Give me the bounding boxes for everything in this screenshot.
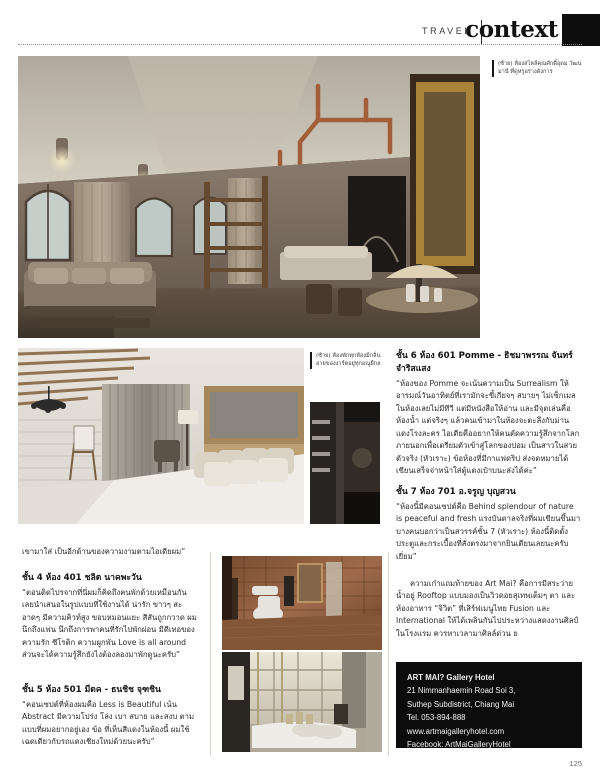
contact-website[interactable]: www.artmaigalleryhotel.com xyxy=(407,726,505,736)
section-bridge-body: เขามาใส่ เป็นอีกด้านของความงามตามไอเดียผม” xyxy=(22,547,186,556)
section-floor4-heading: ชั้น 4 ห้อง 401 ชลิต นาคพะวัน xyxy=(22,573,142,583)
caption-bar xyxy=(492,60,494,77)
contact-facebook[interactable]: Facebook: ArtMaiGalleryHotel xyxy=(407,740,511,750)
section-floor6-heading: ชั้น 6 ห้อง 601 Pomme - ธิชมาพรรณ จันทร์จำริสแสง xyxy=(396,351,573,374)
contact-tel[interactable]: Tel. 053-894-888 xyxy=(407,713,466,723)
masthead xyxy=(0,0,600,52)
section-floor7-heading: ชั้น 7 ห้อง 701 อ.จรูญ บุญสวน xyxy=(396,487,516,497)
contact-address-2: Suthep Subdistrict, Chiang Mai xyxy=(407,699,515,709)
section-floor6 xyxy=(396,350,582,478)
section-floor7 xyxy=(396,486,582,563)
section-floor5-body: “คอนเซปต์ที่ห้องผมคือ Less is Beautiful เน้น Abstract มีความโปร่ง โล่ง เบา สบาย และสงบ ตามแบบที่ผมอยากอยู่เอง ข้อ ที่เห็นสีแดงในห้องนี้ ผมใช้เฉดเดียวกับรถแดงเชียงใหม่ด้วยนะครับ” xyxy=(22,699,195,747)
masthead-title: context xyxy=(465,16,558,43)
contact-address-1: 21 Nimmanhaemin Road Soi 3, xyxy=(407,686,516,696)
section-floor7-body: “ห้องนี้มีคอนเซปต์คือ Behind splendour of nature is peaceful and fresh แรงบันดาลจริงที่ผมเขียนขึ้นมา บางคนบอกว่าเป็นสวรรค์ชั้น 7 (หัวเราะ) ห้องนี้ติดตั้งประตูและกระเบื้องที่สั่งตรงมาจากยินเตียนเลยนะครับ เยี่ยม” xyxy=(396,501,581,561)
caption-mid-left xyxy=(310,352,390,369)
column-rule-left xyxy=(210,552,211,756)
copper-bathroom-photo xyxy=(222,556,382,650)
section-floor5-heading: ชั้น 5 ห้อง 501 มีดค - ธนชิช จุฑชิน xyxy=(22,685,161,695)
contact-card xyxy=(396,662,582,748)
caption-mid-left-text: (ซ้าย) ห้องพักทุกห้องมีกลิ่นอายของงาร์ตอยู่ทุกอณูผืกล xyxy=(316,353,381,368)
section-closing xyxy=(396,578,582,640)
section-floor6-body: “ห้องของ Pomme จะเน้นความเป็น Surrealism ให้อารมณ์วันอาทิตย์ที่เรามักจะขี้เกียจๆ สบายๆ ไม่เซ็กเมล ในห้องเลยไม่มีทีวี แต่มีหนังสือให้อ่าน และมีจุดเล่นคือห้องน้ำ แต่จริงๆ แล้วคนเข้ามาในห้องจะตะลึงกับม่านแดงโรงละคร ไอเดียคืออยากให้คนตัดความรู้สึกจากโลกภายนอกเพื่อเตรียมตัวเข้าสู่โลกของปอม เป็นสาวในสวยตัวจริง (หัวเราะ) ข้อห้องที่มีกาแฟดริป ส่งจดหมายได้ เขียนเสร็จจ่าหน้าใส่ตู้แดงเป๋าบนะส่งได้ค่ะ” xyxy=(396,378,580,476)
section-closing-body: ความเก๋าแถมท้ายของ Art Mai? คือการมีสระว่ายน้ำอยู่ Rooftop แบบมองเป็นวิวดอยสุเทพเต็มๆ ตา และห้องอาหาร “จิวิต” ที่เสิร์ฟเมนูไทย Fusion และ International ให้ได้เพลินกันไปประหว่างแสดงงานศิลป์ในโรงแรม ควรหาเวลามาศิลล์ด่วน ย xyxy=(396,579,579,638)
masthead-kicker: TRAVEL xyxy=(422,26,472,36)
caption-bar-2 xyxy=(310,352,312,369)
section-bridge xyxy=(22,546,200,558)
contact-name: ART MAI? Gallery Hotel xyxy=(407,673,495,682)
section-floor4-body: “ตอนติดไปรจากที่นี่ผมก็คิดถึงคนพักด้วยเหมือนกัน เลยนำเสนอในรูปแบบที่ใช้งานได้ น่ารัก ขาวๆ สะอาดๆ มีความคิวท์สูง ขอบหมอนแยะ สีสันถูกกวาด ผมนึกถึงแฟน นึกถึงการพาคนที่รักไปพักผ่อน มีดีเทอของความรัก ซีโรติก ความผูกพัน Love is all around ส่วนจะได้ความรู้สึกยังไงต้องลองมาพักดูนะครับ” xyxy=(22,587,197,660)
section-floor5 xyxy=(22,684,200,749)
section-floor4 xyxy=(22,572,200,662)
masthead-black-block xyxy=(562,14,600,46)
page-number: 125 xyxy=(569,759,582,768)
caption-top-right xyxy=(492,60,592,77)
caption-top-right-text: (ซ้าย) ห้องสไตล์คุณศักดิ์อุดม วัฒนมานี ที่ดูหรูอร่างดังการ xyxy=(498,61,582,76)
dark-lounge-photo xyxy=(310,402,380,524)
masthead-rule xyxy=(18,44,582,45)
glass-block-bathtub-photo xyxy=(222,652,382,752)
hero-photo xyxy=(18,56,480,338)
bedroom-slats-photo xyxy=(18,348,304,524)
column-rule-right xyxy=(388,552,389,756)
